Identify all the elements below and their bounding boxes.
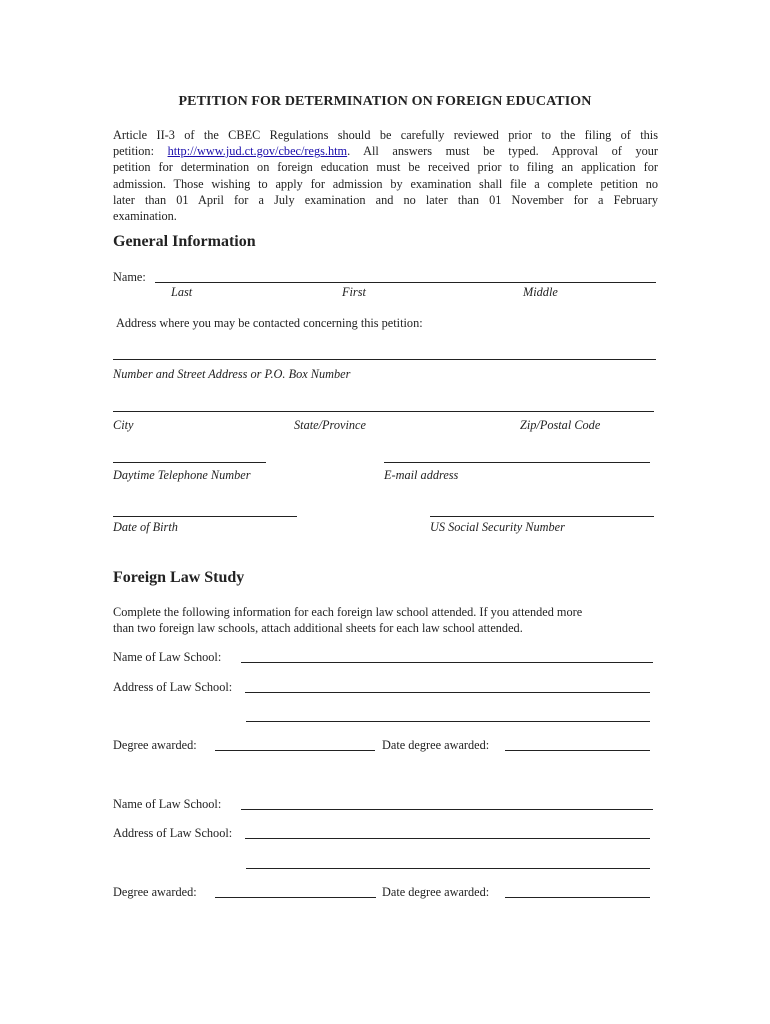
city-caption: City [113, 418, 134, 432]
degree-date-label: Date degree awarded: [382, 885, 490, 899]
intro-paragraph [113, 127, 658, 224]
general-information-heading: General Information [113, 233, 256, 250]
ssn-caption: US Social Security Number [430, 520, 565, 534]
email-caption: E-mail address [384, 468, 459, 482]
degree-date-field[interactable] [505, 897, 650, 898]
phone-caption: Daytime Telephone Number [113, 468, 251, 482]
school-name-field[interactable] [241, 809, 653, 810]
intro-line: petition: http://www.jud.ct.gov/cbec/regs.htm. All answers must be typed. Approval of your [113, 144, 658, 159]
zip-caption: Zip/Postal Code [520, 418, 601, 432]
street-address-caption: Number and Street Address or P.O. Box Number [113, 367, 351, 381]
degree-label: Degree awarded: [113, 738, 197, 752]
school-name-label: Name of Law School: [113, 650, 222, 664]
first-name-caption: First [342, 285, 366, 299]
school-address-field-2[interactable] [246, 721, 650, 722]
phone-field[interactable] [113, 462, 266, 463]
school-address-field[interactable] [245, 692, 650, 693]
degree-date-field[interactable] [505, 750, 650, 751]
intro-line: examination. [113, 209, 177, 224]
foreign-law-study-heading: Foreign Law Study [113, 569, 245, 586]
dob-field[interactable] [113, 516, 297, 517]
school-address-label: Address of Law School: [113, 826, 233, 840]
intro-line: Article II-3 of the CBEC Regulations should be carefully reviewed prior to the filing of this [113, 128, 658, 142]
ssn-field[interactable] [430, 516, 654, 517]
school-address-field-2[interactable] [246, 868, 650, 869]
email-field[interactable] [384, 462, 650, 463]
school-name-field[interactable] [241, 662, 653, 663]
intro-line: admission. Those wishing to apply for admission by examination shall file a complete petition no [113, 176, 658, 191]
instructions-line: Complete the following information for each foreign law school attended. If you attended more [113, 605, 583, 619]
dob-caption: Date of Birth [113, 520, 178, 534]
last-name-caption: Last [171, 285, 193, 299]
regulations-link[interactable]: http://www.jud.ct.gov/cbec/regs.htm [167, 144, 348, 159]
address-intro: Address where you may be contacted concerning this petition: [116, 316, 423, 330]
street-address-field[interactable] [113, 359, 656, 360]
name-label: Name: [113, 270, 146, 284]
degree-field[interactable] [215, 750, 375, 751]
school-address-label: Address of Law School: [113, 680, 233, 694]
intro-line: later than 01 April for a July examination and no later than 01 November for a February [113, 192, 658, 207]
instructions-line: than two foreign law schools, attach additional sheets for each law school attended. [113, 621, 523, 635]
degree-field[interactable] [215, 897, 376, 898]
middle-name-caption: Middle [523, 285, 558, 299]
school-address-field[interactable] [245, 838, 650, 839]
state-caption: State/Province [294, 418, 366, 432]
degree-date-label: Date degree awarded: [382, 738, 490, 752]
name-field[interactable] [155, 282, 656, 283]
intro-line: petition for determination on foreign education must be received prior to filing an application for [113, 160, 658, 175]
school-name-label: Name of Law School: [113, 797, 222, 811]
degree-label: Degree awarded: [113, 885, 197, 899]
page-title: PETITION FOR DETERMINATION ON FOREIGN EDUCATION [178, 94, 592, 109]
city-state-zip-field[interactable] [113, 411, 654, 412]
